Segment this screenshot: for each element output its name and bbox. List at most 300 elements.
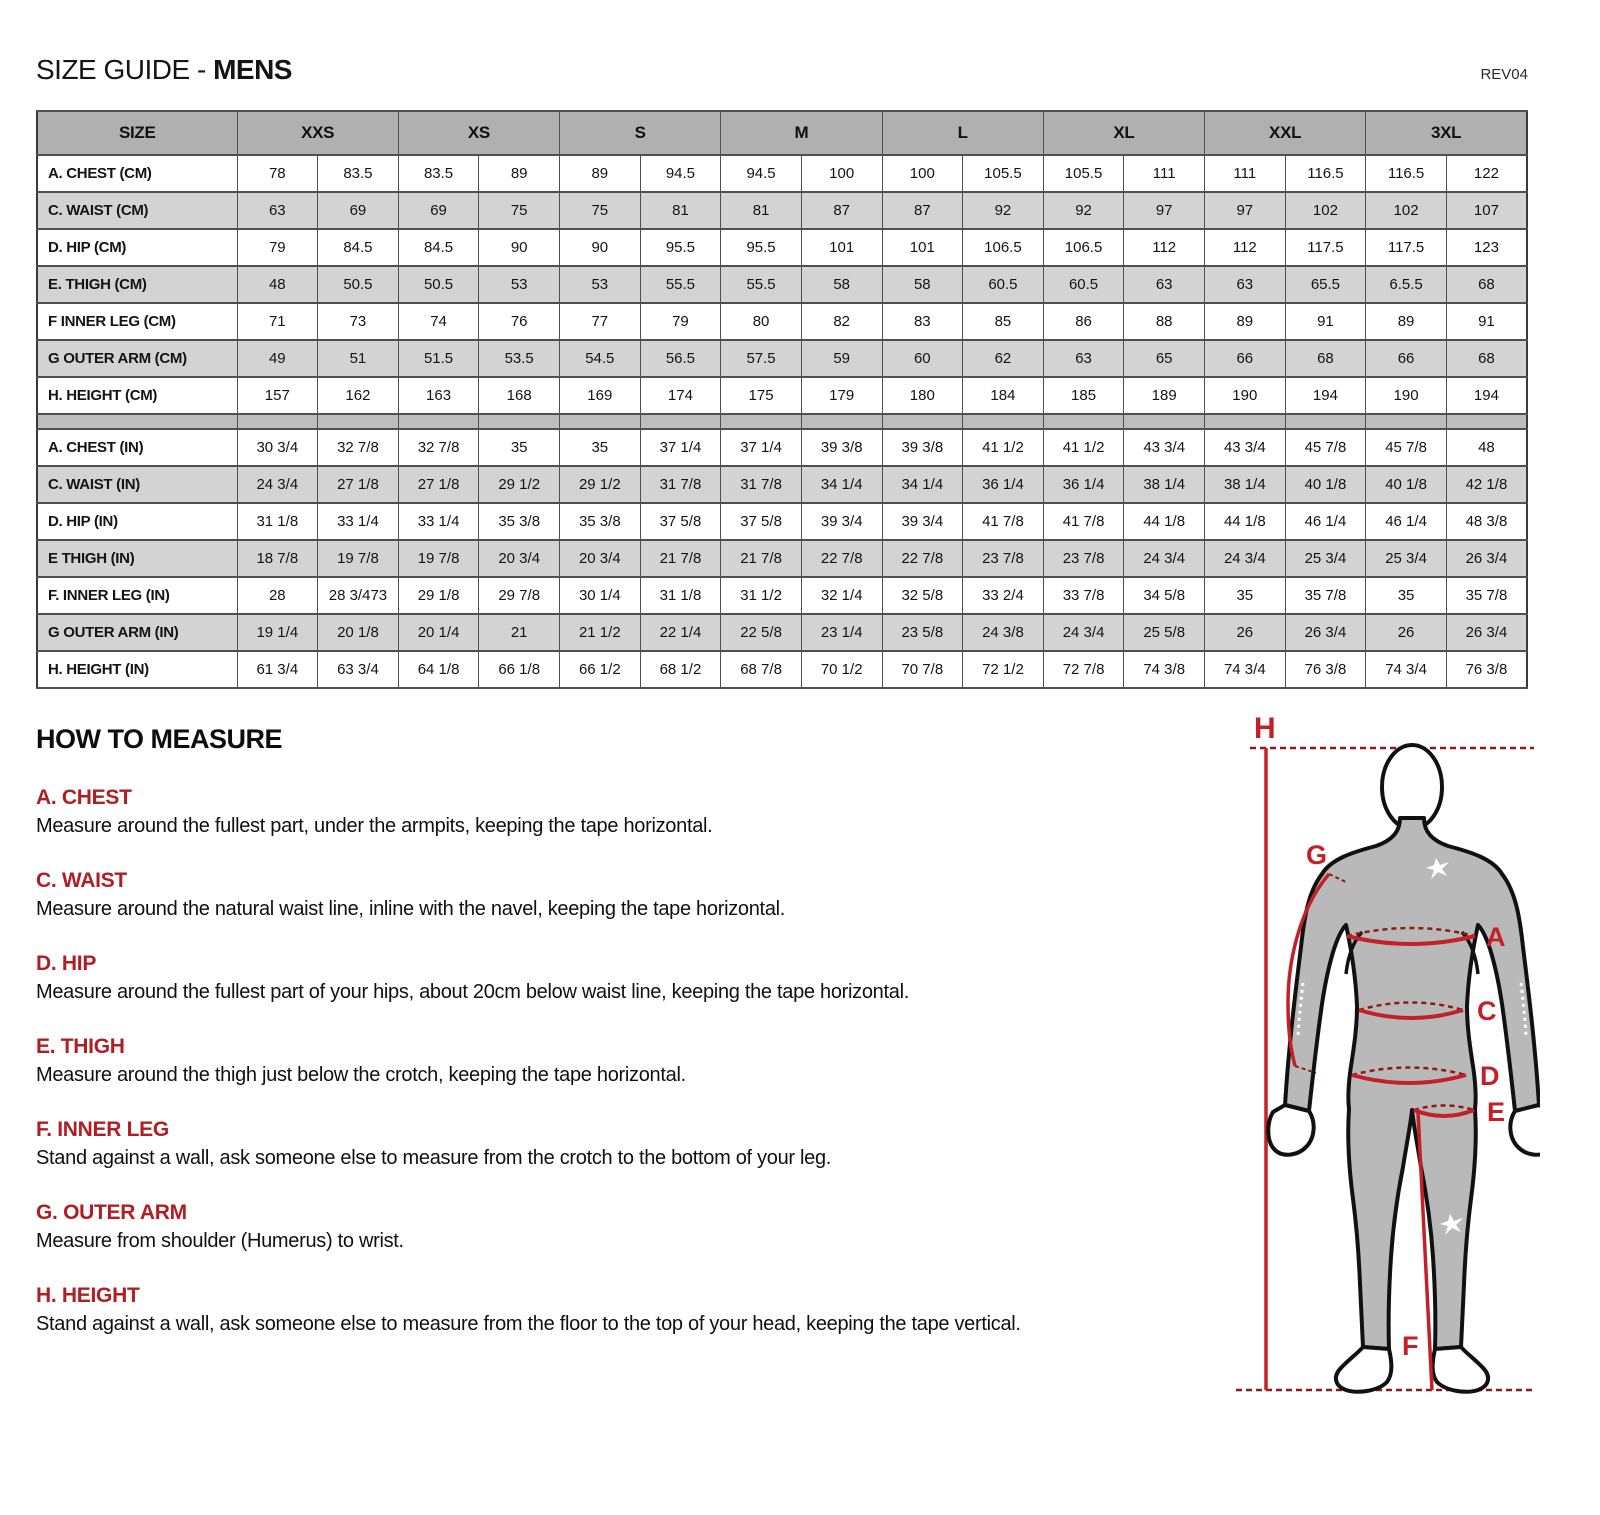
size-value-cell: 36 1/4 — [1043, 466, 1124, 503]
size-value-cell: 162 — [318, 377, 399, 414]
size-value-cell: 29 1/8 — [398, 577, 479, 614]
size-value-cell: 35 3/8 — [560, 503, 641, 540]
how-to-measure-section — [36, 724, 1186, 1336]
size-value-cell: 24 3/4 — [1124, 540, 1205, 577]
size-value-cell: 46 1/4 — [1366, 503, 1447, 540]
measure-heading: E. THIGH — [36, 1035, 125, 1058]
size-value-cell: 63 3/4 — [318, 651, 399, 688]
size-value-cell: 82 — [801, 303, 882, 340]
row-label-cell: D. HIP (IN) — [37, 503, 237, 540]
diagram-label-d: D — [1480, 1061, 1500, 1091]
row-label-cell: E THIGH (IN) — [37, 540, 237, 577]
size-value-cell: 39 3/4 — [882, 503, 963, 540]
size-value-cell: 30 3/4 — [237, 429, 318, 466]
size-value-cell: 68 — [1446, 266, 1527, 303]
size-value-cell: 41 1/2 — [1043, 429, 1124, 466]
measure-item — [36, 1035, 1186, 1087]
size-value-cell: 95.5 — [721, 229, 802, 266]
measure-heading: C. WAIST — [36, 869, 127, 892]
size-value-cell: 189 — [1124, 377, 1205, 414]
size-value-cell: 46 1/4 — [1285, 503, 1366, 540]
size-value-cell: 37 1/4 — [721, 429, 802, 466]
measure-text: Measure from shoulder (Humerus) to wrist. — [36, 1230, 404, 1252]
size-value-cell: 35 — [1205, 577, 1286, 614]
row-label-cell: H. HEIGHT (CM) — [37, 377, 237, 414]
size-value-cell: 87 — [801, 192, 882, 229]
size-value-cell: 169 — [560, 377, 641, 414]
size-value-cell: 56.5 — [640, 340, 721, 377]
size-value-cell: 19 1/4 — [237, 614, 318, 651]
size-value-cell: 35 7/8 — [1446, 577, 1527, 614]
size-value-cell: 106.5 — [1043, 229, 1124, 266]
measure-heading: A. CHEST — [36, 786, 132, 809]
row-label-cell: C. WAIST (CM) — [37, 192, 237, 229]
size-value-cell: 26 — [1205, 614, 1286, 651]
size-value-cell: 89 — [1366, 303, 1447, 340]
size-value-cell: 88 — [1124, 303, 1205, 340]
measure-text: Stand against a wall, ask someone else to measure from the floor to the top of your head, keeping the tape vertical. — [36, 1313, 1021, 1335]
size-value-cell: 55.5 — [721, 266, 802, 303]
how-to-measure-list — [36, 786, 1186, 1336]
size-value-cell: 101 — [882, 229, 963, 266]
size-value-cell: 100 — [882, 155, 963, 192]
size-value-cell: 35 7/8 — [1285, 577, 1366, 614]
size-value-cell: 89 — [1205, 303, 1286, 340]
size-value-cell: 39 3/8 — [882, 429, 963, 466]
size-value-cell: 22 7/8 — [882, 540, 963, 577]
size-value-cell: 42 1/8 — [1446, 466, 1527, 503]
size-value-cell: 48 3/8 — [1446, 503, 1527, 540]
size-value-cell: 22 5/8 — [721, 614, 802, 651]
size-value-cell: 60.5 — [963, 266, 1044, 303]
size-value-cell: 111 — [1205, 155, 1286, 192]
table-row — [37, 577, 1527, 614]
row-label-cell: D. HIP (CM) — [37, 229, 237, 266]
size-value-cell: 27 1/8 — [318, 466, 399, 503]
measure-item — [36, 952, 1186, 1004]
measure-text: Stand against a wall, ask someone else to measure from the crotch to the bottom of your leg. — [36, 1147, 832, 1169]
separator-cell — [882, 414, 963, 429]
size-value-cell: 87 — [882, 192, 963, 229]
size-value-cell: 29 1/2 — [479, 466, 560, 503]
size-value-cell: 54.5 — [560, 340, 641, 377]
separator-cell — [37, 414, 237, 429]
separator-cell — [398, 414, 479, 429]
measure-item — [36, 1201, 1186, 1253]
size-value-cell: 68 — [1446, 340, 1527, 377]
figure-hand-left — [1268, 1105, 1313, 1155]
size-value-cell: 32 7/8 — [318, 429, 399, 466]
size-value-cell: 68 1/2 — [640, 651, 721, 688]
size-value-cell: 32 7/8 — [398, 429, 479, 466]
table-row — [37, 155, 1527, 192]
measure-text: Measure around the natural waist line, inline with the navel, keeping the tape horizontal. — [36, 898, 786, 920]
size-value-cell: 39 3/4 — [801, 503, 882, 540]
size-value-cell: 22 1/4 — [640, 614, 721, 651]
size-value-cell: 105.5 — [963, 155, 1044, 192]
diagram-label-e: E — [1487, 1097, 1506, 1127]
size-value-cell: 34 1/4 — [882, 466, 963, 503]
size-value-cell: 37 1/4 — [640, 429, 721, 466]
size-value-cell: 194 — [1446, 377, 1527, 414]
size-value-cell: 53 — [479, 266, 560, 303]
row-label-cell: A. CHEST (IN) — [37, 429, 237, 466]
size-value-cell: 49 — [237, 340, 318, 377]
size-value-cell: 70 1/2 — [801, 651, 882, 688]
measure-text: Measure around the thigh just below the crotch, keeping the tape horizontal. — [36, 1064, 686, 1086]
size-value-cell: 21 1/2 — [560, 614, 641, 651]
size-value-cell: 117.5 — [1285, 229, 1366, 266]
size-value-cell: 80 — [721, 303, 802, 340]
size-value-cell: 58 — [882, 266, 963, 303]
size-value-cell: 91 — [1446, 303, 1527, 340]
row-label-cell: F. INNER LEG (IN) — [37, 577, 237, 614]
size-value-cell: 112 — [1124, 229, 1205, 266]
table-row — [37, 614, 1527, 651]
size-header-3xl: 3XL — [1366, 111, 1527, 155]
size-value-cell: 174 — [640, 377, 721, 414]
size-value-cell: 180 — [882, 377, 963, 414]
table-row — [37, 503, 1527, 540]
size-value-cell: 79 — [237, 229, 318, 266]
separator-cell — [1366, 414, 1447, 429]
size-value-cell: 31 1/8 — [640, 577, 721, 614]
size-value-cell: 23 1/4 — [801, 614, 882, 651]
size-value-cell: 76 3/8 — [1285, 651, 1366, 688]
row-label-cell: E. THIGH (CM) — [37, 266, 237, 303]
size-value-cell: 39 3/8 — [801, 429, 882, 466]
diagram-label-f: F — [1402, 1331, 1419, 1361]
table-row — [37, 192, 1527, 229]
size-value-cell: 37 5/8 — [640, 503, 721, 540]
size-value-cell: 60.5 — [1043, 266, 1124, 303]
size-value-cell: 29 7/8 — [479, 577, 560, 614]
size-table-container — [36, 110, 1528, 689]
size-header-xxl: XXL — [1205, 111, 1366, 155]
size-value-cell: 112 — [1205, 229, 1286, 266]
size-value-cell: 69 — [398, 192, 479, 229]
diagram-label-c: C — [1477, 996, 1497, 1026]
size-value-cell: 26 — [1366, 614, 1447, 651]
size-value-cell: 53.5 — [479, 340, 560, 377]
size-value-cell: 29 1/2 — [560, 466, 641, 503]
size-value-cell: 185 — [1043, 377, 1124, 414]
size-value-cell: 25 3/4 — [1366, 540, 1447, 577]
size-value-cell: 34 5/8 — [1124, 577, 1205, 614]
figure-hand-right — [1510, 1105, 1540, 1155]
size-value-cell: 163 — [398, 377, 479, 414]
size-value-cell: 97 — [1124, 192, 1205, 229]
separator-cell — [1446, 414, 1527, 429]
size-value-cell: 116.5 — [1366, 155, 1447, 192]
revision-label: REV04 — [1480, 66, 1528, 83]
size-value-cell: 21 — [479, 614, 560, 651]
size-value-cell: 26 3/4 — [1446, 614, 1527, 651]
size-value-cell: 18 7/8 — [237, 540, 318, 577]
size-value-cell: 92 — [1043, 192, 1124, 229]
size-value-cell: 89 — [479, 155, 560, 192]
size-value-cell: 38 1/4 — [1124, 466, 1205, 503]
size-value-cell: 23 7/8 — [963, 540, 1044, 577]
size-value-cell: 20 3/4 — [479, 540, 560, 577]
size-value-cell: 63 — [1205, 266, 1286, 303]
figure-foot-left — [1336, 1347, 1391, 1392]
size-value-cell: 64 1/8 — [398, 651, 479, 688]
size-value-cell: 23 7/8 — [1043, 540, 1124, 577]
size-value-cell: 68 — [1285, 340, 1366, 377]
table-row — [37, 540, 1527, 577]
size-value-cell: 89 — [560, 155, 641, 192]
separator-cell — [560, 414, 641, 429]
size-value-cell: 34 1/4 — [801, 466, 882, 503]
size-value-cell: 50.5 — [318, 266, 399, 303]
size-value-cell: 74 3/8 — [1124, 651, 1205, 688]
size-value-cell: 123 — [1446, 229, 1527, 266]
size-value-cell: 44 1/8 — [1205, 503, 1286, 540]
size-value-cell: 92 — [963, 192, 1044, 229]
size-value-cell: 68 7/8 — [721, 651, 802, 688]
size-value-cell: 30 1/4 — [560, 577, 641, 614]
measure-item — [36, 1284, 1186, 1336]
measure-text: Measure around the fullest part of your hips, about 20cm below waist line, keeping the tape horizontal. — [36, 981, 909, 1003]
figure-foot-right — [1433, 1347, 1488, 1392]
size-value-cell: 33 1/4 — [398, 503, 479, 540]
size-value-cell: 62 — [963, 340, 1044, 377]
size-value-cell: 33 2/4 — [963, 577, 1044, 614]
row-label-cell: C. WAIST (IN) — [37, 466, 237, 503]
size-value-cell: 78 — [237, 155, 318, 192]
measure-item — [36, 786, 1186, 838]
size-value-cell: 117.5 — [1366, 229, 1447, 266]
size-value-cell: 36 1/4 — [963, 466, 1044, 503]
size-value-cell: 48 — [1446, 429, 1527, 466]
size-value-cell: 28 3/473 — [318, 577, 399, 614]
size-value-cell: 91 — [1285, 303, 1366, 340]
size-value-cell: 70 7/8 — [882, 651, 963, 688]
size-value-cell: 74 3/4 — [1366, 651, 1447, 688]
size-value-cell: 32 5/8 — [882, 577, 963, 614]
measure-heading: G. OUTER ARM — [36, 1201, 187, 1224]
table-row — [37, 429, 1527, 466]
size-value-cell: 43 3/4 — [1205, 429, 1286, 466]
size-value-cell: 101 — [801, 229, 882, 266]
size-value-cell: 84.5 — [398, 229, 479, 266]
size-value-cell: 26 3/4 — [1446, 540, 1527, 577]
row-label-cell: G OUTER ARM (IN) — [37, 614, 237, 651]
size-value-cell: 41 1/2 — [963, 429, 1044, 466]
body-diagram — [1206, 698, 1540, 1430]
page-title — [36, 54, 292, 86]
size-value-cell: 100 — [801, 155, 882, 192]
separator-cell — [1205, 414, 1286, 429]
size-value-cell: 184 — [963, 377, 1044, 414]
table-row — [37, 377, 1527, 414]
separator-cell — [479, 414, 560, 429]
size-value-cell: 175 — [721, 377, 802, 414]
size-value-cell: 76 — [479, 303, 560, 340]
separator-cell — [640, 414, 721, 429]
size-value-cell: 61 3/4 — [237, 651, 318, 688]
size-value-cell: 53 — [560, 266, 641, 303]
row-label-cell: H. HEIGHT (IN) — [37, 651, 237, 688]
size-value-cell: 105.5 — [1043, 155, 1124, 192]
size-value-cell: 111 — [1124, 155, 1205, 192]
size-value-cell: 72 1/2 — [963, 651, 1044, 688]
size-value-cell: 20 1/8 — [318, 614, 399, 651]
size-value-cell: 31 1/2 — [721, 577, 802, 614]
separator-cell — [318, 414, 399, 429]
size-value-cell: 21 7/8 — [640, 540, 721, 577]
size-value-cell: 69 — [318, 192, 399, 229]
separator-cell — [801, 414, 882, 429]
size-value-cell: 37 5/8 — [721, 503, 802, 540]
size-value-cell: 168 — [479, 377, 560, 414]
size-value-cell: 24 3/4 — [1043, 614, 1124, 651]
size-value-cell: 76 3/8 — [1446, 651, 1527, 688]
size-value-cell: 41 7/8 — [1043, 503, 1124, 540]
size-header-l: L — [882, 111, 1043, 155]
measure-heading: H. HEIGHT — [36, 1284, 140, 1307]
size-value-cell: 48 — [237, 266, 318, 303]
size-value-cell: 90 — [479, 229, 560, 266]
size-value-cell: 24 3/8 — [963, 614, 1044, 651]
size-value-cell: 102 — [1366, 192, 1447, 229]
size-value-cell: 65.5 — [1285, 266, 1366, 303]
size-value-cell: 55.5 — [640, 266, 721, 303]
table-row — [37, 651, 1527, 688]
size-value-cell: 106.5 — [963, 229, 1044, 266]
diagram-label-a: A — [1486, 922, 1506, 952]
size-value-cell: 75 — [479, 192, 560, 229]
size-value-cell: 32 1/4 — [801, 577, 882, 614]
size-value-cell: 190 — [1366, 377, 1447, 414]
size-value-cell: 63 — [1043, 340, 1124, 377]
size-value-cell: 31 7/8 — [640, 466, 721, 503]
separator-cell — [1043, 414, 1124, 429]
size-value-cell: 94.5 — [640, 155, 721, 192]
size-value-cell: 44 1/8 — [1124, 503, 1205, 540]
size-value-cell: 107 — [1446, 192, 1527, 229]
size-value-cell: 43 3/4 — [1124, 429, 1205, 466]
size-value-cell: 20 3/4 — [560, 540, 641, 577]
size-value-cell: 21 7/8 — [721, 540, 802, 577]
size-value-cell: 83.5 — [318, 155, 399, 192]
size-value-cell: 83.5 — [398, 155, 479, 192]
row-label-cell: G OUTER ARM (CM) — [37, 340, 237, 377]
size-value-cell: 81 — [721, 192, 802, 229]
separator-cell — [237, 414, 318, 429]
size-value-cell: 31 1/8 — [237, 503, 318, 540]
size-value-cell: 57.5 — [721, 340, 802, 377]
diagram-label-h: H — [1254, 712, 1276, 745]
size-value-cell: 73 — [318, 303, 399, 340]
size-header-m: M — [721, 111, 882, 155]
separator-cell — [963, 414, 1044, 429]
size-value-cell: 71 — [237, 303, 318, 340]
size-value-cell: 33 7/8 — [1043, 577, 1124, 614]
table-row — [37, 340, 1527, 377]
size-column-header: SIZE — [37, 111, 237, 155]
size-value-cell: 66 — [1366, 340, 1447, 377]
size-value-cell: 40 1/8 — [1285, 466, 1366, 503]
size-value-cell: 102 — [1285, 192, 1366, 229]
size-value-cell: 83 — [882, 303, 963, 340]
measure-text: Measure around the fullest part, under the armpits, keeping the tape horizontal. — [36, 815, 713, 837]
table-row — [37, 229, 1527, 266]
size-value-cell: 35 — [1366, 577, 1447, 614]
diagram-label-g: G — [1306, 840, 1328, 870]
size-value-cell: 28 — [237, 577, 318, 614]
size-value-cell: 81 — [640, 192, 721, 229]
size-value-cell: 74 3/4 — [1205, 651, 1286, 688]
size-value-cell: 25 3/4 — [1285, 540, 1366, 577]
table-row — [37, 466, 1527, 503]
size-value-cell: 75 — [560, 192, 641, 229]
size-value-cell: 94.5 — [721, 155, 802, 192]
page-title-prefix: SIZE GUIDE - — [36, 54, 214, 85]
size-value-cell: 41 7/8 — [963, 503, 1044, 540]
size-value-cell: 51 — [318, 340, 399, 377]
size-value-cell: 72 7/8 — [1043, 651, 1124, 688]
size-value-cell: 35 3/8 — [479, 503, 560, 540]
size-header-s: S — [560, 111, 721, 155]
size-value-cell: 51.5 — [398, 340, 479, 377]
size-value-cell: 24 3/4 — [237, 466, 318, 503]
size-value-cell: 66 1/8 — [479, 651, 560, 688]
table-header-row — [37, 111, 1527, 155]
separator-row — [37, 414, 1527, 429]
separator-cell — [1285, 414, 1366, 429]
size-value-cell: 90 — [560, 229, 641, 266]
size-value-cell: 77 — [560, 303, 641, 340]
size-value-cell: 19 7/8 — [398, 540, 479, 577]
size-value-cell: 66 1/2 — [560, 651, 641, 688]
size-value-cell: 23 5/8 — [882, 614, 963, 651]
measure-heading: F. INNER LEG — [36, 1118, 169, 1141]
size-value-cell: 59 — [801, 340, 882, 377]
size-value-cell: 190 — [1205, 377, 1286, 414]
size-value-cell: 24 3/4 — [1205, 540, 1286, 577]
separator-cell — [721, 414, 802, 429]
size-value-cell: 45 7/8 — [1366, 429, 1447, 466]
size-value-cell: 31 7/8 — [721, 466, 802, 503]
table-row — [37, 303, 1527, 340]
size-value-cell: 85 — [963, 303, 1044, 340]
size-value-cell: 6.5.5 — [1366, 266, 1447, 303]
table-row — [37, 266, 1527, 303]
page-title-mens: MENS — [213, 54, 292, 85]
size-value-cell: 63 — [237, 192, 318, 229]
size-value-cell: 65 — [1124, 340, 1205, 377]
size-header-xxs: XXS — [237, 111, 398, 155]
size-value-cell: 63 — [1124, 266, 1205, 303]
size-value-cell: 66 — [1205, 340, 1286, 377]
size-table — [36, 110, 1528, 689]
size-value-cell: 122 — [1446, 155, 1527, 192]
size-header-xs: XS — [398, 111, 559, 155]
size-value-cell: 60 — [882, 340, 963, 377]
size-value-cell: 40 1/8 — [1366, 466, 1447, 503]
size-value-cell: 45 7/8 — [1285, 429, 1366, 466]
size-value-cell: 116.5 — [1285, 155, 1366, 192]
size-value-cell: 157 — [237, 377, 318, 414]
size-value-cell: 35 — [479, 429, 560, 466]
how-to-measure-title: HOW TO MEASURE — [36, 724, 283, 754]
size-value-cell: 50.5 — [398, 266, 479, 303]
size-value-cell: 38 1/4 — [1205, 466, 1286, 503]
measure-heading: D. HIP — [36, 952, 97, 975]
size-value-cell: 35 — [560, 429, 641, 466]
